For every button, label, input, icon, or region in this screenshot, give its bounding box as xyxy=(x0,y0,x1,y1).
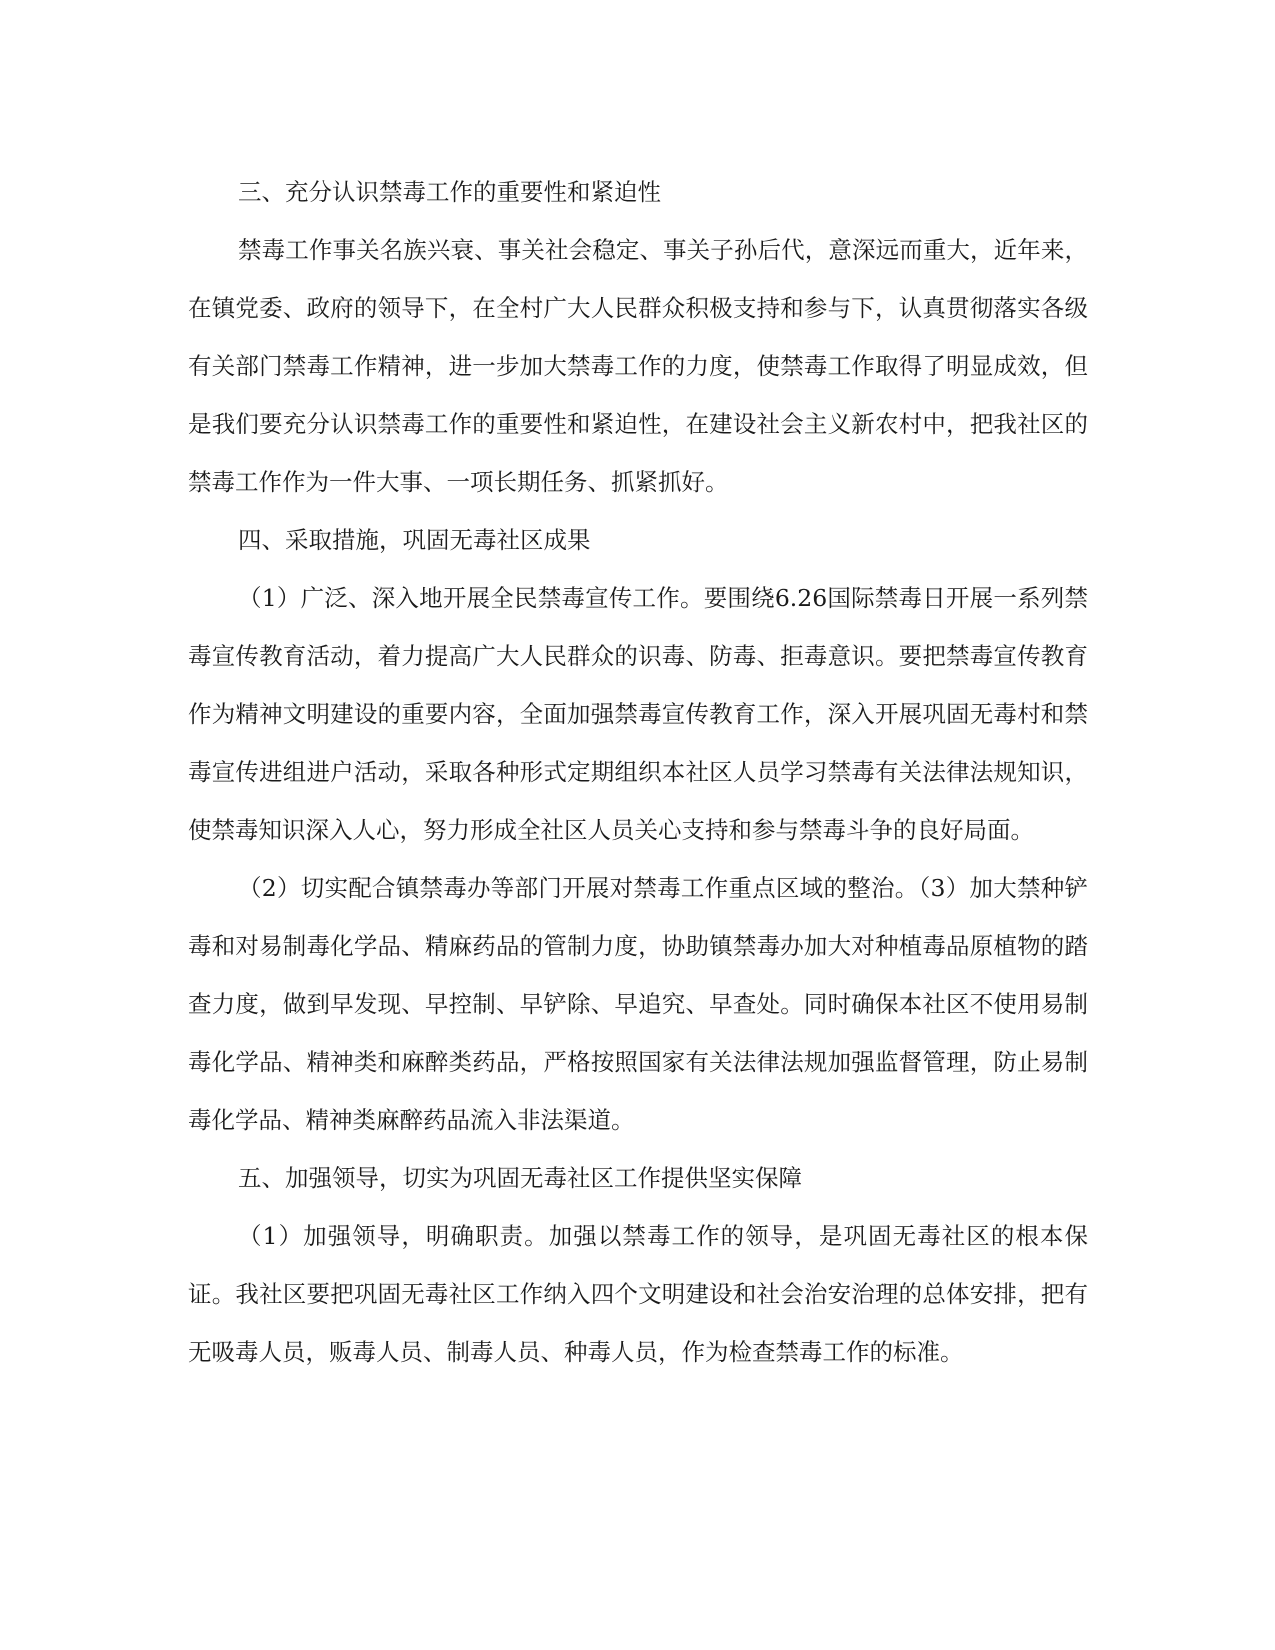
list-item-paragraph: （1）广泛、深入地开展全民禁毒宣传工作。要围绕6.26国际禁毒日开展一系列禁毒宣传教育活动，着力提高广大人民群众的识毒、防毒、拒毒意识。要把禁毒宣传教育作为精神文明建设的重要内容，全面加强禁毒宣传教育工作，深入开展巩固无毒村和禁毒宣传进组进户活动，采取各种形式定期组织本社区人员学习禁毒有关法律法规知识，使禁毒知识深入人心，努力形成全社区人员关心支持和参与禁毒斗争的良好局面。 xyxy=(188,584,1088,844)
list-item-paragraph: （1）加强领导，明确职责。加强以禁毒工作的领导，是巩固无毒社区的根本保证。我社区要把巩固无毒社区工作纳入四个文明建设和社会治安治理的总体安排，把有无吸毒人员，贩毒人员、制毒人员、种毒人员，作为检查禁毒工作的标准。 xyxy=(188,1222,1088,1366)
list-item-paragraph: （2）切实配合镇禁毒办等部门开展对禁毒工作重点区域的整治。（3）加大禁种铲毒和对易制毒化学品、精麻药品的管制力度，协助镇禁毒办加大对种植毒品原植物的踏查力度，做到早发现、早控制、早铲除、早追究、早查处。同时确保本社区不使用易制毒化学品、精神类和麻醉类药品，严格按照国家有关法律法规加强监督管理，防止易制毒化学品、精神类麻醉药品流入非法渠道。 xyxy=(188,874,1088,1134)
section-heading-4: 四、采取措施，巩固无毒社区成果 xyxy=(238,526,591,554)
document-body xyxy=(188,163,1088,1381)
section-heading-5: 五、加强领导，切实为巩固无毒社区工作提供坚实保障 xyxy=(238,1164,802,1192)
section-heading-3: 三、充分认识禁毒工作的重要性和紧迫性 xyxy=(238,178,661,206)
body-paragraph: 禁毒工作事关名族兴衰、事关社会稳定、事关子孙后代，意深远而重大，近年来，在镇党委、政府的领导下，在全村广大人民群众积极支持和参与下，认真贯彻落实各级有关部门禁毒工作精神，进一步加大禁毒工作的力度，使禁毒工作取得了明显成效，但是我们要充分认识禁毒工作的重要性和紧迫性，在建设社会主义新农村中，把我社区的禁毒工作作为一件大事、一项长期任务、抓紧抓好。 xyxy=(188,236,1088,496)
